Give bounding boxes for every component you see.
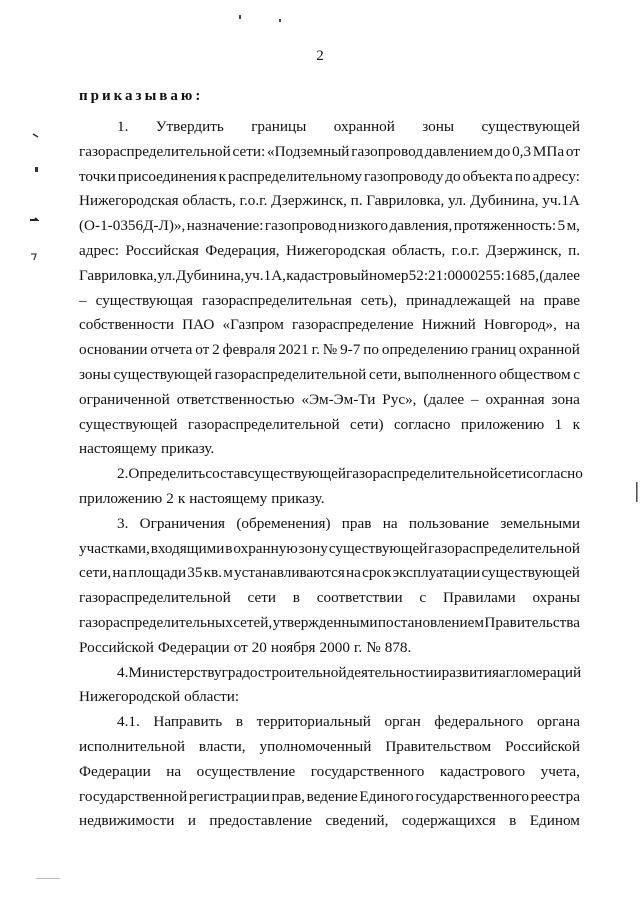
text-line: собственности ПАО «Газпром газораспределение Нижний Новгород», на [79, 316, 580, 334]
text-line: – существующая газораспределительная сеть), принадлежащей на праве [79, 291, 580, 309]
text-line: Федерации на осуществление государственного кадастрового учета, [79, 762, 580, 780]
text-line: Российской Федерации от 20 ноября 2000 г. № 878. [79, 638, 412, 656]
text-line: газораспределительных сетей, утвержденными постановлением Правительства [79, 613, 580, 631]
text-line: Нижегородская область, г.о.г. Дзержинск, п. Гавриловка, ул. Дубинина, уч.1А [79, 192, 580, 210]
text-line: 2. Определить состав существующей газораспределительной сети согласно [117, 465, 583, 483]
order-lead-word: приказываю: [79, 88, 204, 104]
text-line: адрес: Российская Федерация, Нижегородская область, г.о.г. Дзержинск, п. [79, 241, 580, 259]
text-line: исполнительной власти, уполномоченный Правительством Российской [79, 737, 580, 755]
text-line: (О-1-0356Д-Л)», назначение: газопровод низкого давления, протяженность: 5 м, [79, 217, 580, 235]
text-line: сети, на площади 35 кв. м устанавливаются на срок эксплуатации существующей [79, 564, 580, 582]
text-line: 1. Утвердить границы охранной зоны существующей [117, 118, 580, 135]
text-line: газораспределительной сети в соответствии с Правилами охраны [79, 589, 580, 607]
text-line: существующей газораспределительной сети) согласно приложению 1 к [79, 415, 580, 433]
text-line: приложению 2 к настоящему приказу. [79, 489, 325, 507]
text-line: зоны существующей газораспределительной сети, выполненного обществом с [79, 365, 580, 383]
text-line: точки присоединения к распределительному газопроводу до объекта по адресу: [79, 167, 580, 185]
page-number: 2 [316, 48, 324, 64]
text-line: 4.1. Направить в территориальный орган федерального органа [117, 713, 580, 731]
order-body [79, 115, 583, 834]
text-line: настоящему приказу. [79, 440, 215, 458]
text-line: недвижимости и предоставление сведений, содержащихся в Едином [79, 812, 580, 830]
text-line: ограниченной ответственностью «Эм-Эм-Ти Рус», (далее – охранная зона [79, 390, 580, 408]
text-line: основании отчета от 2 февраля 2021 г. № 9-7 по определению границ охранной [79, 341, 580, 359]
text-line: газораспределительной сети: «Подземный газопровод давлением до 0,3 МПа от [79, 142, 580, 160]
text-line: государственной регистрации прав, ведение Единого государственного реестра [79, 787, 580, 805]
text-line: 4. Министерству градостроительной деятельности и развития агломераций [117, 663, 582, 681]
text-line: 3. Ограничения (обременения) прав на пользование земельными [117, 514, 580, 532]
text-line: участками, входящими в охранную зону существующей газораспределительной [79, 539, 580, 557]
text-line: Гавриловка, ул. Дубинина, уч.1А, кадастровый номер 52:21:0000255:1685, (далее [79, 266, 580, 284]
text-line: Нижегородской области: [79, 688, 240, 706]
